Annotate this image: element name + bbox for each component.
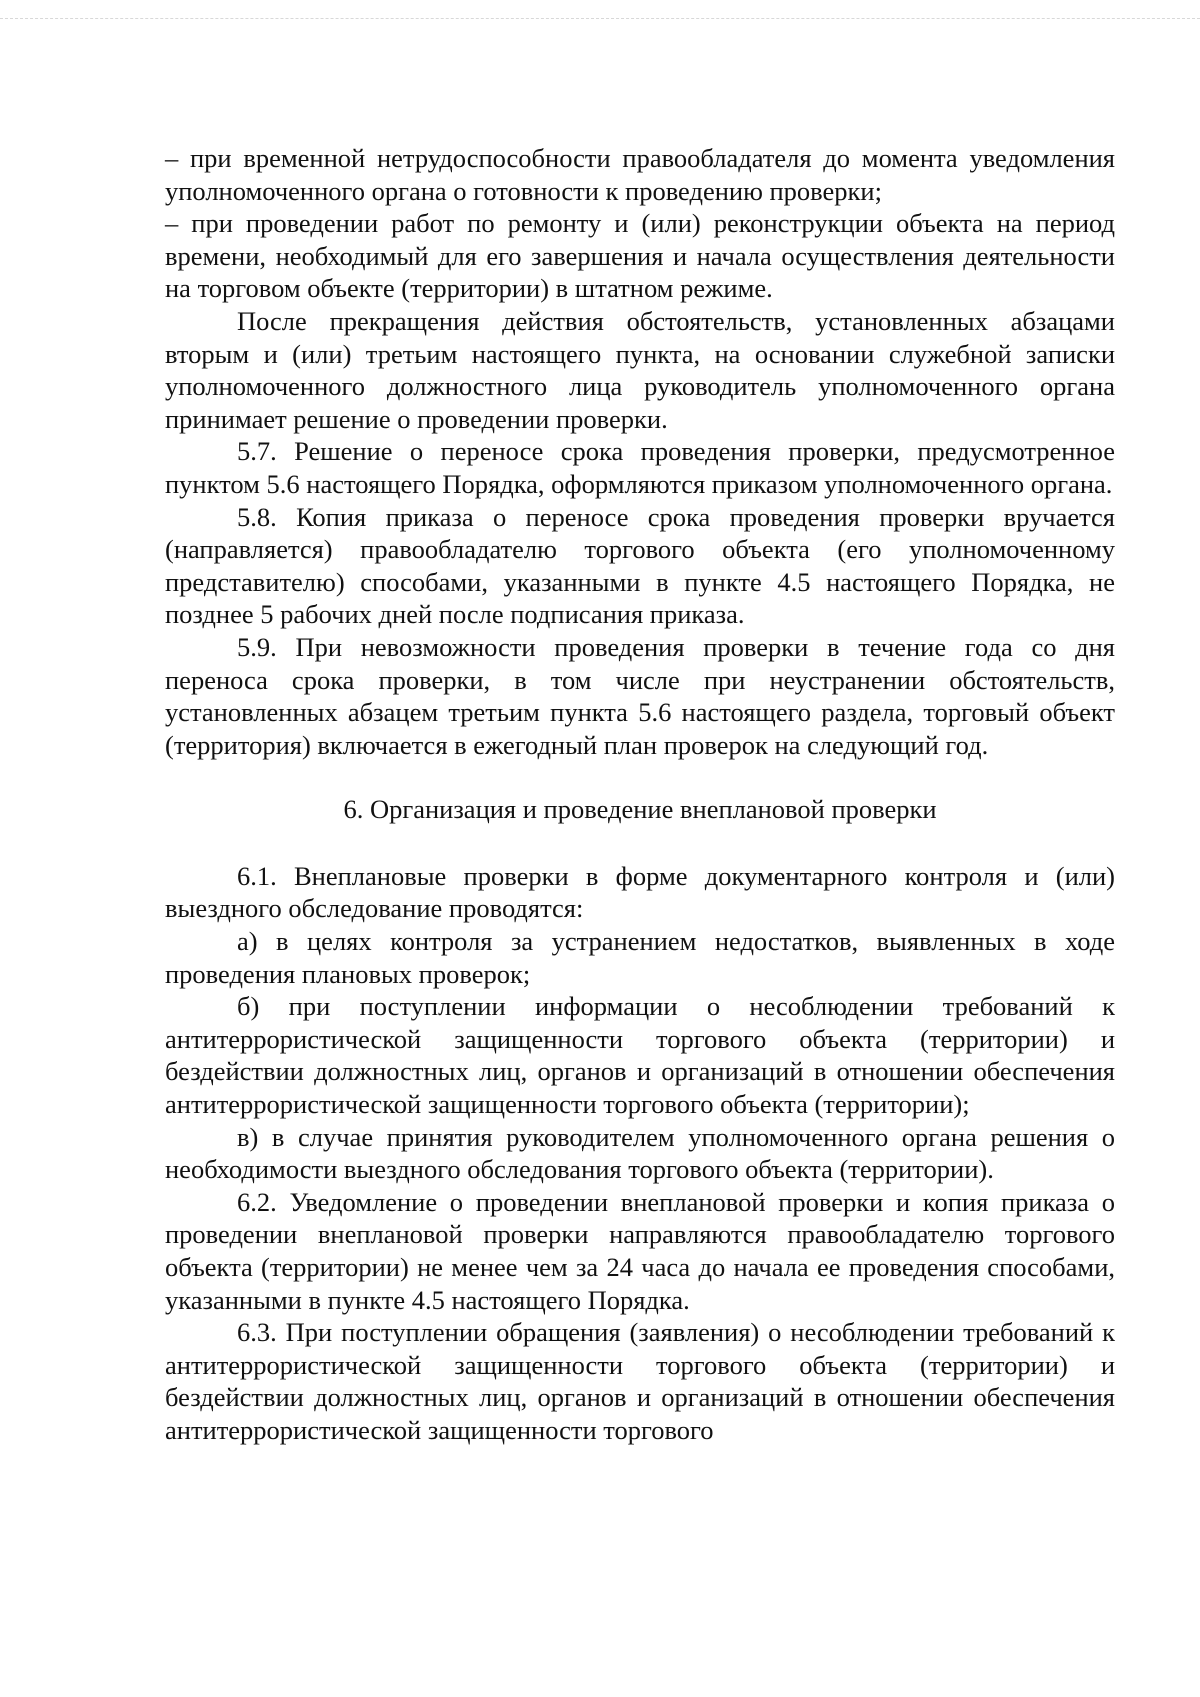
paragraph-5-7: 5.7. Решение о переносе срока проведения проверки, предусмотренное пунктом 5.6 настоящего Порядка, оформляются приказом уполномоченного органа. bbox=[165, 436, 1115, 499]
paragraph-6-1: 6.1. Внеплановые проверки в форме документарного контроля и (или) выездного обследование проводятся: bbox=[165, 860, 1115, 924]
paragraph-5-9: 5.9. При невозможности проведения проверки в течение года со дня переноса срока проверки, в том числе при неустранении обстоятельств, установленных абзацем третьим пункта 5.6 настоящего раздела, торговый объект (территория) включается в ежегодный план проверок на следующий год. bbox=[165, 631, 1115, 760]
scan-top-edge bbox=[0, 18, 1200, 19]
paragraph-6-1-b: б) при поступлении информации о несоблюдении требований к антитеррористической защищенности торгового объекта (территории) и бездействии должностных лиц, органов и организаций в отношении обеспечения антитеррористической защищенности торгового объекта (территории); bbox=[165, 991, 1115, 1120]
paragraph-6-3: 6.3. При поступлении обращения (заявления) о несоблюдении требований к антитеррористической защищенности торгового объекта (территории) и бездействии должностных лиц, органов и организаций в отношении обеспечения антитеррористической защищенности торгового bbox=[165, 1317, 1115, 1445]
paragraph-temporary-disability: – при временной нетрудоспособности правообладателя до момента уведомления уполномоченного органа о готовности к проведению проверки; bbox=[165, 143, 1115, 206]
document-page bbox=[165, 142, 1115, 1447]
section-heading-6: 6. Организация и проведение внеплановой проверки bbox=[343, 794, 937, 825]
paragraph-after-circumstances: После прекращения действия обстоятельств, установленных абзацами вторым и (или) третьим настоящего пункта, на основании служебной записки уполномоченного должностного лица руководитель уполномоченного органа принимает решение о проведении проверки. bbox=[165, 305, 1115, 434]
paragraph-6-2: 6.2. Уведомление о проведении внеплановой проверки и копия приказа о проведении внеплановой проверки направляются правообладателю торгового объекта (территории) не менее чем за 24 часа до начала ее проведения способами, указанными в пункте 4.5 настоящего Порядка. bbox=[165, 1186, 1115, 1315]
paragraph-5-8: 5.8. Копия приказа о переносе срока проведения проверки вручается (направляется) правообладателю торгового объекта (его уполномоченному представителю) способами, указанными в пункте 4.5 настоящего Порядка, не позднее 5 рабочих дней после подписания приказа. bbox=[165, 501, 1115, 630]
paragraph-6-1-v: в) в случае принятия руководителем уполномоченного органа решения о необходимости выездного обследования торгового объекта (территории). bbox=[165, 1121, 1115, 1185]
paragraph-6-1-a: а) в целях контроля за устранением недостатков, выявленных в ходе проведения плановых проверок; bbox=[165, 926, 1115, 989]
paragraph-repair-works: – при проведении работ по ремонту и (или) реконструкции объекта на период времени, необходимый для его завершения и начала осуществления деятельности на торговом объекте (территории) в штатном режиме. bbox=[165, 208, 1115, 304]
